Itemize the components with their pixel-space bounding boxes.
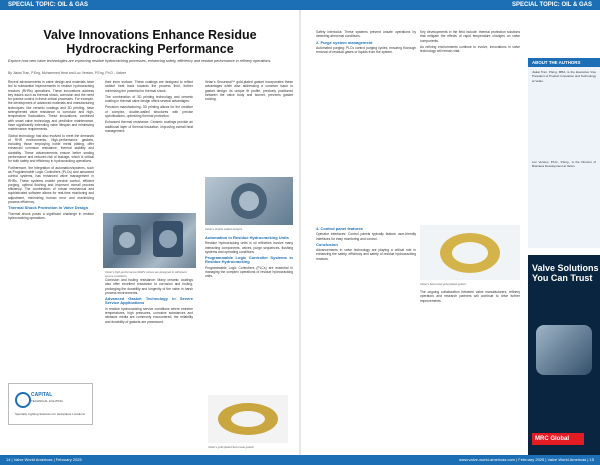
col2-paragraph-1: their inner surface. These coatings are designed to reflect radiant heat back towards the process fluid, further minimizing the potential for thermal shock. [105,80,193,93]
col2-paragraph-4: Enhanced thermal resistance: Ceramic coatings provide an additional layer of thermal insulation, improving overall heat management. [105,120,193,133]
ad-headline: Valve Solutions You Can Trust [532,263,599,283]
article-column-3-cont [205,234,293,394]
gasket-photo [208,395,288,443]
author-1-bio: Jiakai Tran, P.Eng, MBA, is the Executive Vice President of Product Innovation and Technology at Velan. [532,70,596,83]
col4-heading-control-panel: 4. Control panel features [316,226,363,231]
col4-paragraph-2: Automated purging: PLCs control purging cycles, ensuring thorough removal of residual gases or liquids from the system. [316,45,416,55]
article-column-1 [8,80,94,380]
col4-paragraph-4: Advancements in valve technology are playing a critical role in enhancing the safety, efficiency and safety of residue hydrocracking reactors. [316,248,416,261]
article-column-4 [316,30,416,220]
article-subtitle: Explore how new valve technologies are improving residue hydrocracking processes, enhancing safety, efficiency and residue performance in refinery operations. [8,59,272,63]
article-title-line2: Hydrocracking Performance [66,42,234,56]
double-wall-illustration [205,177,293,225]
col1-paragraph-3: Furthermore, the integration of automation/systems, such as Programmable Logic Controllers (PLCs) and advanced control systems, has enhanced valve management in RHRs. These systems enable precise control, efficient purging, optimal flushing and improved overall process efficiency. The combination of robust mechanical and sophisticated software allows for real-time monitoring and adjustment, minimizing human error and maximizing process efficiency. [8,165,94,205]
footer-left: 14 | Valve World Americas | February 2025 [0,455,300,465]
article-title-line1: Valve Innovations Enhance Residue [43,28,257,42]
securseal-photo [420,225,520,280]
valve-photo-large [103,213,196,268]
col3-heading-plc: Programmable Logic Controller Systems in Residue Hydrocracking [205,255,293,265]
footer-right: www.valve-world-americas.com | February 2025 | Valve World Americas | 15 [300,455,600,465]
mrc-logo: MRC Global [532,433,584,445]
ad-body: Specialty Lighting Solutions for Hazardous Locations [15,412,86,416]
capital-logo-icon [15,392,31,408]
article-column-3 [205,80,293,175]
securseal-illustration [420,225,520,280]
col3-paragraph-3: Programmable Logic Controllers (PLCs) are essential in managing the complex operations of residue hydrocracking units. [205,265,293,279]
col2-heading-gasket: Advanced Gasket Technology in Severe Service Applications [105,296,193,306]
col1-paragraph-1: Recent advancements in valve design and materials have led to substantial improvements in residue hydrocracking reactors (RHRs) operations. These innovations address key issues such as thermal shock, corrosion and the need for precise control in these critical processes. For example, the development of advanced materials and manufacturing techniques, like ceramic coatings and 3D printing, have strengthened valve resistance to corrosion and high-temperature fluctuations. These innovations, combined with smart valve technology and predictive maintenance, have significantly extending valve lifespan and minimizing maintenance requirements. [8,80,94,132]
col2-paragraph-5: Corrosion and fouling resistance: Many ceramic coatings also offer excellent resistance to corrosion and fouling, prolonging the durability and longevity of the valve in harsh process environments. [105,278,193,295]
article-column-4-cont [316,225,416,450]
ad-tagline: TECHNICAL LIGHTING [31,399,63,403]
section-header-left: SPECIAL TOPIC: OIL & GAS [0,0,300,10]
col5-paragraph-2: As refining environments continue to evolve, innovations in valve technology will remain vital. [420,44,520,54]
valve-illustration [103,213,196,268]
col3-heading-automation: Automation in Residue Hydrocracking Units [205,235,289,240]
col1-heading-thermal-shock: Thermal Shock Protection In Valve Design [8,205,89,211]
col2-paragraph-6: In residue hydrocracking service conditions where extreme temperatures, high pressures, corrosive substances and abrasive media are commonly encountered, the reliability and durability of gaskets are paramount. [105,306,193,324]
pipe-icon [536,325,592,375]
col4-paragraph-1: Safety interlocks: These systems prevent unsafe operations by detecting abnormal conditions. [316,30,416,39]
col3-paragraph-2: Residue hydrocracking units in oil refineries involve many interacting components, valves, purge sequences, flushing systems and operating conditions. [205,241,293,254]
col3-paragraph-1: Velan's Securseal™ gold-plated gasket incorporates these advantages while also addressing a common issue in gasket design: its unique fit profile, precisely positioned between the valve body and bonnet, prevents gasket rocking. [205,80,293,102]
author-2-bio: Luc Verstov, Ph.D., P.Eng., is the Director of Business Development at Velan. [532,160,596,169]
section-header-right: SPECIAL TOPIC: OIL & GAS [300,0,600,10]
photo1-caption: Velan's high-performance RHRV valves are designed to withstand severe conditions [105,270,187,278]
valve-photo-double-wall [205,177,293,225]
article-column-5 [420,30,520,220]
col1-paragraph-4: Thermal shock poses a significant challenge in residue hydrocracking operations. [8,211,94,220]
ad-brand: CAPITAL [31,392,53,398]
page-gutter [299,10,301,457]
col4-heading-purge: 2. Purge system management [316,39,373,45]
col5-paragraph-3: The ongoing collaboration between valve manufacturers, refinery operators and research partners will continue to drive further improvements. [420,290,520,303]
article-column-2 [105,80,193,210]
col4-paragraph-3: Operator interfaces: Control panels typically feature user-friendly interfaces for easy monitoring and control. [316,232,416,241]
about-authors-heading: ABOUT THE AUTHORS [528,58,600,67]
photo3-caption: Velan's gold-plated Securseal gasket [208,445,254,449]
article-title [0,28,300,56]
col5-paragraph-1: Key developments in the field include: thermal protection solutions that mitigate the effects of rapid temperature changes on valve components. [420,30,520,43]
col4-heading-conclusion: Conclusion [316,241,338,247]
col2-paragraph-2: The combination of 3D printing technology and ceramic coating in thermal valve design offers several advantages: [105,94,193,104]
photo2-caption: Velan's double walled designs [205,227,243,231]
col1-paragraph-2: Global technology has also evolved to meet the demands of RHR environments. High-performance gaskets, including those employing noble metal plating, offer enhanced corrosion resistance, thermal stability and durability. These advancements ensure better sealing performance and reduced risk of leakage, which is critical for both safety and efficiency in hydrocracking operations. [8,133,94,164]
advertisement-capital-lighting[interactable] [8,383,93,425]
advertisement-mrc-global[interactable] [528,255,600,455]
article-column-5-cont [420,290,520,450]
photo4-caption: Velan's Securseal gold-plated gasket [420,282,466,286]
article-byline: By Jiakai Tran, P.Eng, Mohammed Heat and Luc Verstov, P.Eng, Ph.D - Valvee [8,71,127,75]
gasket-illustration [208,395,288,443]
col2-paragraph-3: Precision manufacturing: 3D printing allows for the creation of complex, double-walled structures with precise specifications, optimizing thermal protection. [105,105,193,119]
article-column-2-cont [105,278,193,453]
